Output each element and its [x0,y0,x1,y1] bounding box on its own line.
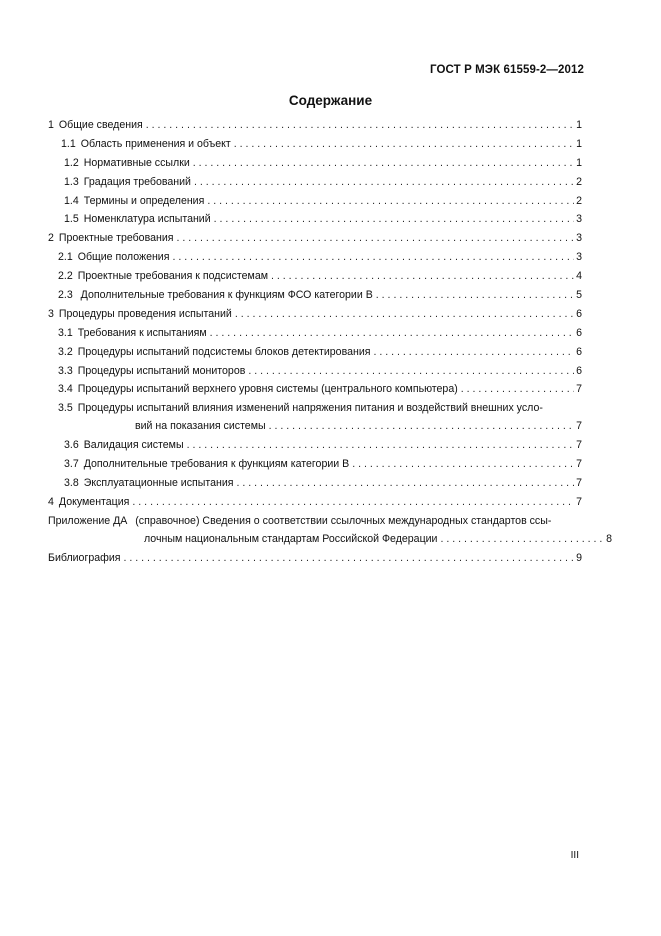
toc-entry-title: Проектные требования к подсистемам [77,270,269,283]
toc-entry-number: 1.4 [64,194,79,207]
toc-entry-number: 3.2 [58,345,73,358]
toc-entry-number: 2.2 [58,270,73,283]
toc-entry-appendix[interactable] [48,514,612,545]
dotted-leader [373,289,574,301]
toc-entry-page: 7 [576,495,582,508]
toc-entry-title-line1: (справочное) Сведения о соответствии ссылочных международных стандартов ссы- [135,514,552,527]
toc-entry-page: 4 [576,270,582,283]
dotted-leader [143,119,574,131]
dotted-leader [211,213,574,225]
toc-entry-page: 7 [576,420,582,433]
toc-entry-page: 2 [576,194,582,207]
toc-entry-title: Процедуры испытаний мониторов [77,364,246,377]
toc-entry-page: 8 [606,532,612,545]
toc-entry-number: 3.7 [64,458,79,471]
toc-entry[interactable] [48,439,582,451]
toc-entry-page: 6 [576,364,582,377]
dotted-leader [231,138,574,150]
toc-entry-title: Дополнительные требования к функциям ФСО категории B [77,289,373,302]
dotted-leader [349,458,574,470]
toc-entry[interactable] [48,176,582,188]
toc-entry-page: 6 [576,307,582,320]
toc-entry-title: Общие сведения [58,119,143,131]
toc-entry-page: 1 [576,156,582,169]
toc-entry-number: 3.1 [58,326,73,339]
toc-entry-page: 3 [576,251,582,264]
toc-entry-page: 6 [576,326,582,339]
toc-entry[interactable] [48,157,582,169]
toc-entry-title: Документация [58,495,130,508]
toc-entry[interactable] [48,289,582,301]
toc-entry-title-line2: лочным национальным стандартам Российской Федерации [144,532,438,545]
toc-entry-page: 1 [576,119,582,131]
toc-entry[interactable] [48,119,582,131]
toc-entry[interactable] [48,270,582,282]
toc-entry-title: Процедуры испытаний подсистемы блоков детектирования [77,345,371,358]
toc-entry-title: Номенклатура испытаний [83,213,211,226]
toc-entry-title: Нормативные ссылки [83,156,190,169]
toc-entry-number: 3.6 [64,439,79,452]
toc-entry-number: 2.1 [58,251,73,264]
toc-entry-number: 3.4 [58,383,73,396]
toc-entry-number: 1.2 [64,156,79,169]
dotted-leader [245,365,574,377]
toc-entry-page: 6 [576,345,582,358]
toc-entry[interactable] [48,327,582,339]
dotted-leader [437,533,604,545]
toc-entry[interactable] [48,383,582,395]
toc-entry-page: 9 [576,551,582,564]
toc-entry-page: 1 [576,137,582,150]
toc-entry-page: 7 [576,458,582,471]
toc-entry-title: Процедуры испытаний верхнего уровня системы (центрального компьютера) [77,383,458,396]
toc-entry-title: Библиография [48,551,121,564]
toc-entry-title: Область применения и объект [80,137,231,150]
toc-entry-number: 2.3 [58,289,73,302]
toc-entry-page: 7 [576,383,582,396]
toc-entry-number: 3.3 [58,364,73,377]
toc-entry[interactable] [48,346,582,358]
toc-entry-number: 4 [48,495,54,508]
dotted-leader [184,439,575,451]
toc-entry-number: 2 [48,232,54,245]
dotted-leader [266,420,575,432]
toc-entry-number: 3.8 [64,477,79,490]
toc-entry-title: Общие положения [77,251,170,264]
dotted-leader [129,496,574,508]
toc-entry-page: 7 [576,477,582,490]
toc-entry-page: 3 [576,213,582,226]
dotted-leader [191,176,574,188]
dotted-leader [268,270,574,282]
toc-entry[interactable] [48,232,582,244]
toc-title: Содержание [288,93,373,108]
toc-entry-title: Дополнительные требования к функциям категории B [83,458,350,471]
toc-entry[interactable] [48,477,582,489]
document-id-header: ГОСТ Р МЭК 61559-2—2012 [430,64,584,76]
toc-entry[interactable] [48,138,582,150]
toc-entry-title: Процедуры проведения испытаний [58,307,232,320]
toc-entry-number: 1.3 [64,175,79,188]
dotted-leader [169,251,574,263]
toc-entry-title: Градация требований [83,175,191,188]
dotted-leader [173,232,574,244]
toc-entry-bibliography[interactable] [48,552,582,564]
table-of-contents [48,119,612,564]
dotted-leader [190,157,574,169]
page-number: III [570,850,579,861]
toc-entry-number: 3 [48,307,54,320]
toc-entry[interactable] [48,496,582,508]
toc-entry-page: 3 [576,232,582,245]
toc-entry-number: 1.1 [61,137,76,150]
toc-entry-page: 7 [576,439,582,452]
toc-entry-title: Проектные требования [58,232,174,245]
dotted-leader [120,552,574,564]
toc-entry-title: Требования к испытаниям [77,326,207,339]
toc-entry-title: Термины и определения [83,194,205,207]
toc-entry-page: 2 [576,175,582,188]
toc-entry[interactable] [48,458,582,470]
toc-entry-number: 1 [48,119,54,131]
dotted-leader [370,346,574,358]
toc-entry[interactable] [48,402,582,432]
toc-entry-number: 1.5 [64,213,79,226]
toc-entry-title-line2: вий на показания системы [135,420,266,433]
toc-entry[interactable] [48,308,582,320]
toc-entry-page: 5 [576,289,582,302]
toc-entry-title: Валидация системы [83,439,184,452]
dotted-leader [234,477,575,489]
dotted-leader [204,195,574,207]
toc-entry[interactable] [48,365,582,377]
toc-entry[interactable] [48,251,582,263]
toc-entry-number: 3.5 [58,402,73,415]
toc-entry-title-line1: Процедуры испытаний влияния изменений напряжения питания и воздействий внешних усло- [77,402,543,415]
dotted-leader [207,327,574,339]
toc-entry[interactable] [48,195,582,207]
toc-entry[interactable] [48,213,582,225]
dotted-leader [458,383,574,395]
dotted-leader [232,308,574,320]
toc-entry-title: Эксплуатационные испытания [83,477,234,490]
toc-entry-number: Приложение ДА [48,514,128,527]
